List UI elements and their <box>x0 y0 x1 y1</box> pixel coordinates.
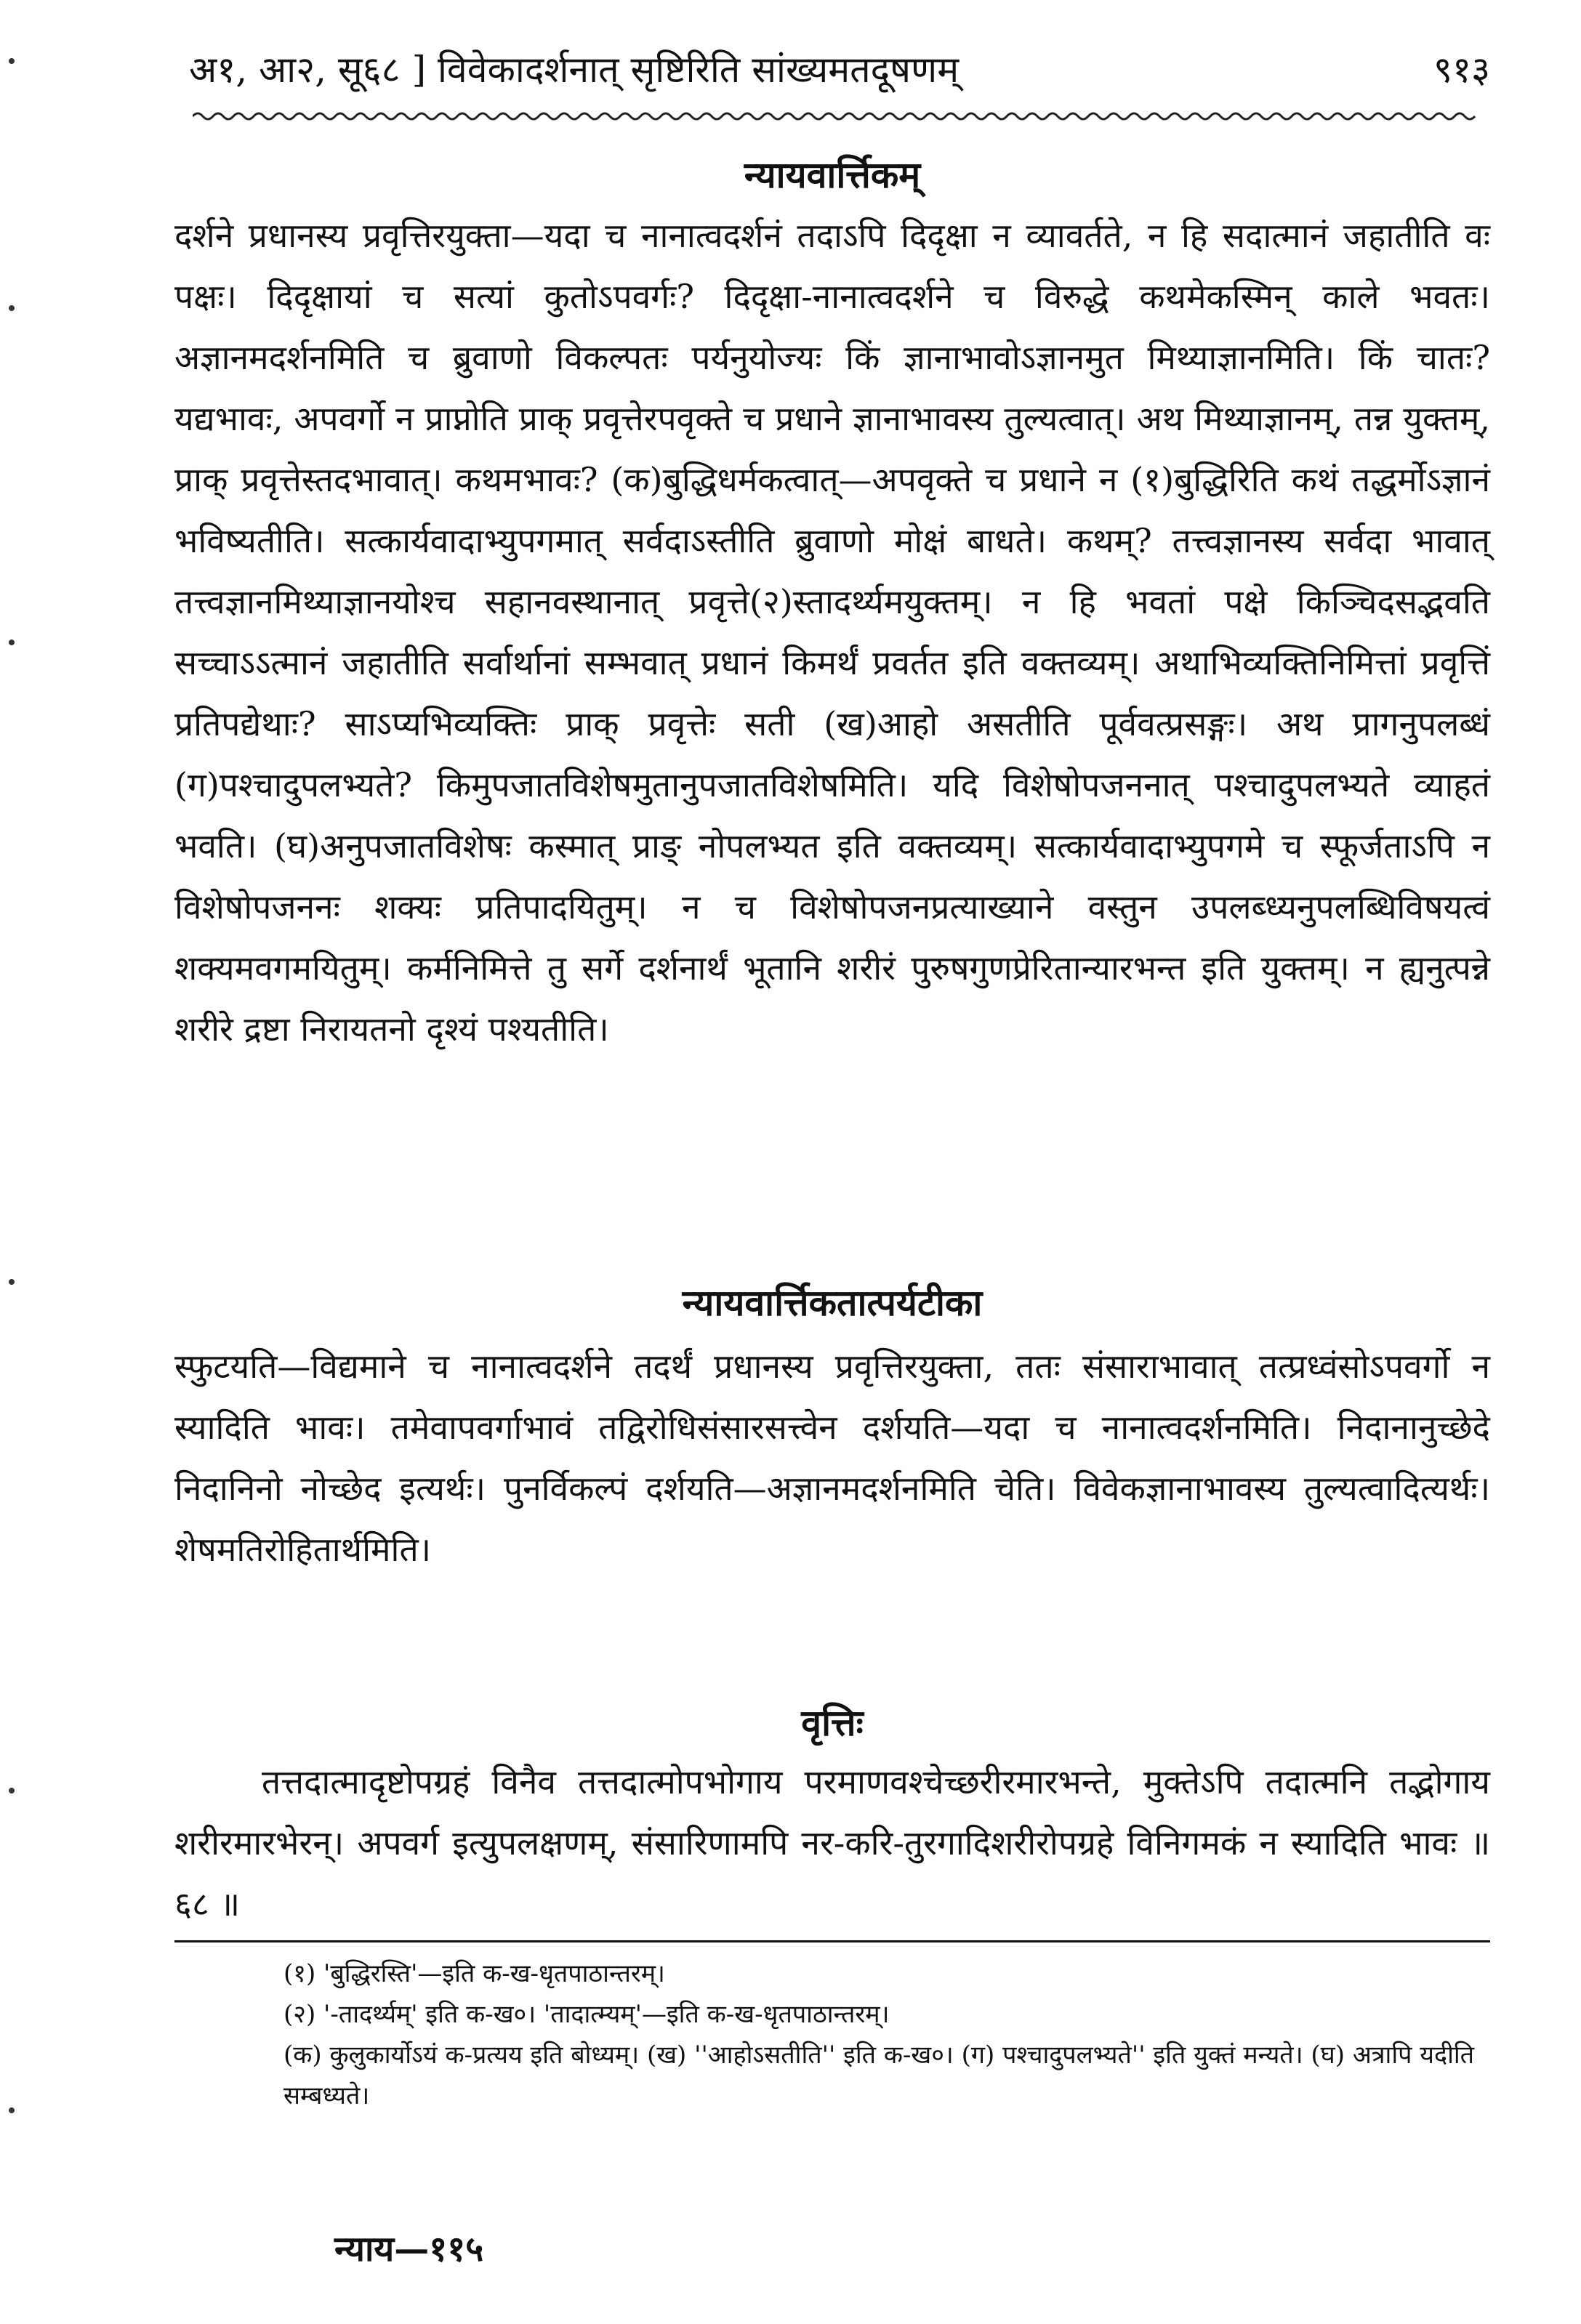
signature-mark: न्याय—११५ <box>334 2229 484 2269</box>
margin-mark <box>9 58 15 64</box>
footnotes <box>174 1953 1490 2116</box>
section-title-vritti: वृत्तिः <box>801 1701 864 1744</box>
page-header <box>189 41 1490 99</box>
section-title-tatparyatika: न्यायवार्त्तिकतात्पर्यटीका <box>682 1281 983 1324</box>
footnote-item: (१) 'बुद्धिरस्ति'—इति क-ख-धृतपाठान्तरम्। <box>283 1959 665 1988</box>
margin-mark <box>9 1788 15 1794</box>
footnote-item: (२) '-तादर्थ्यम्' इति क-ख०। 'तादात्म्यम्'—इति क-ख-धृतपाठान्तरम्। <box>283 2000 890 2029</box>
wavy-rule <box>193 109 1479 124</box>
footnote-rule <box>174 1940 1490 1942</box>
section-text-vritti: तत्तदात्मादृष्टोपग्रहं विनैव तत्तदात्मोपभोगाय परमाणवश्चेच्छरीरमारभन्ते, मुक्तेऽपि तदात्मनि तद्भोगाय शरीरमारभेरन्। अपवर्ग इत्युपलक्षणम्, संसारिणामपि नर-करि-तुरगादिशरीरोपग्रहे विनिगमकं न स्यादिति भावः ॥ ६८ ॥ <box>174 1762 1490 1924</box>
margin-mark <box>9 305 15 311</box>
margin-mark <box>9 2107 15 2113</box>
footnote-item: (क) कुलुकार्योऽयं क-प्रत्यय इति बोध्यम्। (ख) ''आहोऽसतीति'' इति क-ख०। (ग) पश्चादुपलभ्यते'' इति युक्तं मन्यते। (घ) अत्रापि यदीति सम्बध्यते। <box>283 2041 1475 2110</box>
section-text-nyayavarttika: दर्शने प्रधानस्य प्रवृत्तिरयुक्ता—यदा च नानात्वदर्शनं तदाऽपि दिदृक्षा न व्यावर्तते, न हि सदात्मानं जहातीति वः पक्षः। दिदृक्षायां च सत्यां कुतोऽपवर्गः? दिदृक्षा-नानात्वदर्शने च विरुद्धे कथमेकस्मिन् काले भवतः। अज्ञानमदर्शनमिति च ब्रुवाणो विकल्पतः पर्यनुयोज्यः किं ज्ञानाभावोऽज्ञानमुत मिथ्याज्ञानमिति। किं चातः? यद्यभावः, अपवर्गो न प्राप्नोति प्राक् प्रवृत्तेरपवृक्ते च प्रधाने ज्ञानाभावस्य तुल्यत्वात्। अथ मिथ्याज्ञानम्, तन्न युक्तम्, प्राक् प्रवृत्तेस्तदभावात्। कथमभावः? (क)बुद्धिधर्मकत्वात्—अपवृक्ते च प्रधाने न (१)बुद्धिरिति कथं तद्धर्मोऽज्ञानं भविष्यतीति। सत्कार्यवादाभ्युपगमात् सर्वदाऽस्तीति ब्रुवाणो मोक्षं बाधते। कथम्? तत्त्वज्ञानस्य सर्वदा भावात् तत्त्वज्ञानमिथ्याज्ञानयोश्च सहानवस्थानात् प्रवृत्ते(२)स्तादर्थ्यमयुक्तम्। न हि भवतां पक्षे किञ्चिदसद्भवति सच्चाऽऽत्मानं जहातीति सर्वार्थानां सम्भवात् प्रधानं किमर्थं प्रवर्तत इति वक्तव्यम्। अथाभिव्यक्तिनिमित्तां प्रवृत्तिं प्रतिपद्येथाः? साऽप्यभिव्यक्तिः प्राक् प्रवृत्तेः सती (ख)आहो असतीति पूर्ववत्प्रसङ्गः। अथ प्रागनुपलब्धं (ग)पश्चादुपलभ्यते? किमुपजातविशेषमुतानुपजातविशेषमिति। यदि विशेषोपजननात् पश्चादुपलभ्यते व्याहतं भवति। (घ)अनुपजातविशेषः कस्मात् प्राङ् नोपलभ्यत इति वक्तव्यम्। सत्कार्यवादाभ्युपगमे च स्फूर्जताऽपि न विशेषोपजननः शक्यः प्रतिपादयितुम्। न च विशेषोपजनप्रत्याख्याने वस्तुन उपलब्ध्यनुपलब्धिविषयत्वं शक्यमवगमयितुम्। कर्मनिमित्ते तु सर्गे दर्शनार्थं भूतानि शरीरं पुरुषगुणप्रेरितान्यारभन्त इति युक्तम्। न ह्यनुत्पन्ने शरीरे द्रष्टा निरायतनो दृश्यं पश्यतीति। <box>174 216 1490 1049</box>
section-text-tatparyatika: स्फुटयति—विद्यमाने च नानात्वदर्शने तदर्थं प्रधानस्य प्रवृत्तिरयुक्ता, ततः संसाराभावात् तत्प्रध्वंसोऽपवर्गो न स्यादिति भावः। तमेवापवर्गाभावं तद्विरोधिसंसारसत्त्वेन दर्शयति—यदा च नानात्वदर्शनमिति। निदानानुच्छेदे निदानिनो नोच्छेद इत्यर्थः। पुनर्विकल्पं दर्शयति—अज्ञानमदर्शनमिति चेति। विवेकज्ञानाभावस्य तुल्यत्वादित्यर्थः। शेषमतिरोहितार्थमिति। <box>174 1347 1490 1569</box>
margin-mark <box>9 1279 15 1285</box>
margin-mark <box>9 639 15 645</box>
running-head: अ१, आ२, सू६८ ] विवेकादर्शनात् सृष्टिरिति सांख्यमतदूषणम् <box>189 49 960 91</box>
page-number: ९१३ <box>1433 49 1490 91</box>
section-title-nyayavarttika: न्यायवार्त्तिकम् <box>744 153 921 196</box>
